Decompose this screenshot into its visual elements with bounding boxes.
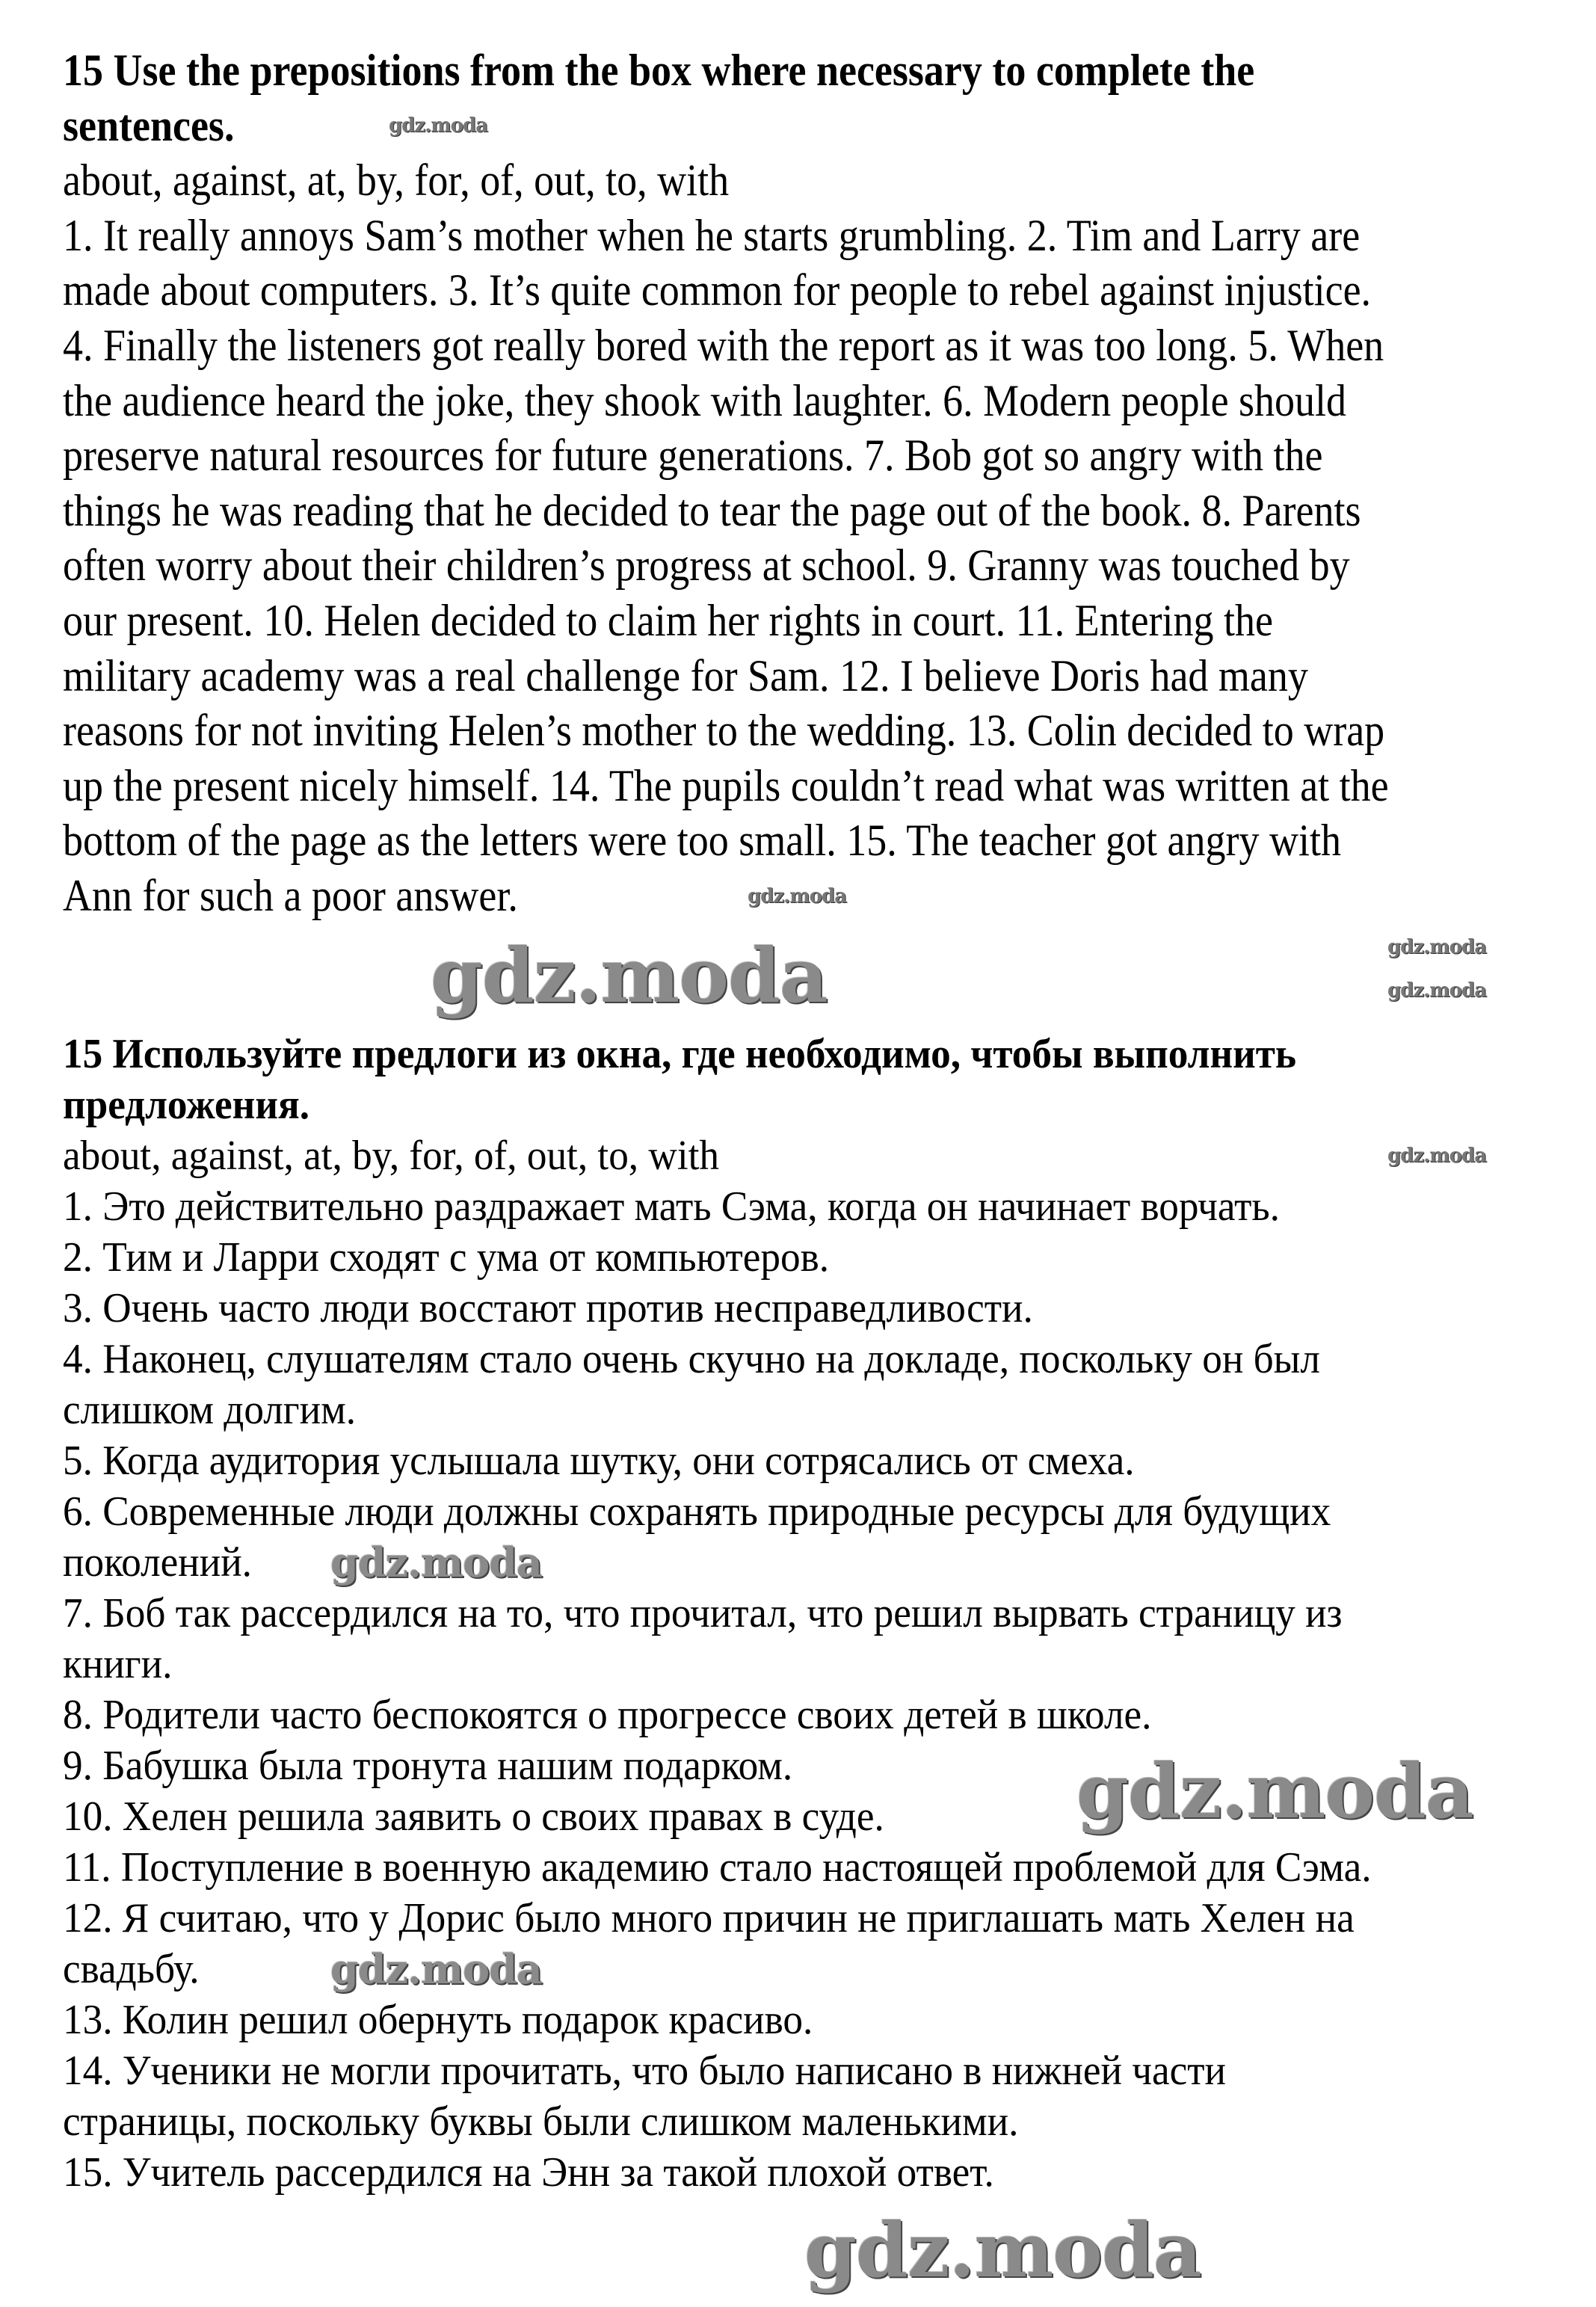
exercise-title: 15 Use the prepositions from the box where necessary to complete the bbox=[63, 46, 1255, 95]
exercise-title: sentences. bbox=[63, 100, 235, 150]
watermark: gdz.moda bbox=[389, 114, 488, 137]
text-line: страницы, поскольку буквы были слишком маленькими. bbox=[63, 2098, 1019, 2145]
preposition-box: about, against, at, by, for, of, out, to, with bbox=[63, 155, 730, 206]
russian-translation bbox=[63, 1029, 1441, 2198]
watermark: gdz.moda bbox=[804, 2206, 1201, 2294]
text-line: 4. Finally the listeners got really bored with the report as it was too long. 5. When bbox=[63, 320, 1384, 370]
text-line: 11. Поступление в военную академию стало настоящей проблемой для Сэма. bbox=[63, 1844, 1372, 1891]
text-line: 14. Ученики не могли прочитать, что было написано в нижней части bbox=[63, 2048, 1226, 2094]
preposition-box: about, against, at, by, for, of, out, to, with bbox=[63, 1133, 719, 1179]
text-line: the audience heard the joke, they shook with laughter. 6. Modern people should bbox=[63, 375, 1347, 425]
text-line: 13. Колин решил обернуть подарок красиво. bbox=[63, 1997, 813, 2043]
text-line: слишком долгим. bbox=[63, 1387, 357, 1433]
watermark: gdz.moda bbox=[330, 1538, 542, 1586]
watermark: gdz.moda bbox=[1387, 979, 1487, 1002]
text-line: 10. Хелен решила заявить о своих правах в суде. bbox=[63, 1793, 884, 1840]
text-line: 7. Боб так рассердился на то, что прочитал, что решил вырвать страницу из bbox=[63, 1590, 1343, 1636]
text-line: 15. Учитель рассердился на Энн за такой плохой ответ. bbox=[63, 2149, 994, 2196]
text-line: 2. Тим и Ларри сходят с ума от компьютеров. bbox=[63, 1234, 830, 1281]
text-line: reasons for not inviting Helen’s mother to the wedding. 13. Colin decided to wrap bbox=[63, 706, 1385, 756]
text-line: often worry about their children’s progress at school. 9. Granny was touched by bbox=[63, 540, 1350, 591]
text-line: книги. bbox=[63, 1641, 173, 1687]
watermark: gdz.moda bbox=[1387, 936, 1487, 958]
text-line: Ann for such a poor answer. bbox=[63, 870, 518, 920]
text-line: things he was reading that he decided to tear the page out of the book. 8. Parents bbox=[63, 485, 1361, 535]
watermark: gdz.moda bbox=[330, 1945, 542, 1993]
text-line: 6. Современные люди должны сохранять природные ресурсы для будущих bbox=[63, 1488, 1331, 1535]
watermark: gdz.moda bbox=[431, 931, 828, 1020]
text-line: 5. Когда аудитория услышала шутку, они сотрясались от смеха. bbox=[63, 1438, 1135, 1484]
exercise-title: предложения. bbox=[63, 1082, 310, 1128]
text-line: up the present nicely himself. 14. The pupils couldn’t read what was written at the bbox=[63, 760, 1389, 810]
text-line: 3. Очень часто люди восстают против несправедливости. bbox=[63, 1285, 1033, 1331]
text-line: 9. Бабушка была тронута нашим подарком. bbox=[63, 1743, 793, 1789]
watermark: gdz.moda bbox=[1076, 1747, 1473, 1835]
english-exercise bbox=[63, 43, 1536, 924]
text-line: our present. 10. Helen decided to claim her rights in court. 11. Entering the bbox=[63, 595, 1274, 645]
text-line: 8. Родители часто беспокоятся о прогрессе своих детей в школе. bbox=[63, 1692, 1152, 1738]
exercise-title: 15 Используйте предлоги из окна, где необходимо, чтобы выполнить bbox=[63, 1031, 1297, 1077]
text-line: поколений. bbox=[63, 1539, 252, 1586]
text-line: 4. Наконец, слушателям стало очень скучно на докладе, поскольку он был bbox=[63, 1336, 1320, 1382]
text-line: military academy was a real challenge for Sam. 12. I believe Doris had many bbox=[63, 650, 1308, 700]
watermark: gdz.moda bbox=[748, 885, 847, 908]
text-line: bottom of the page as the letters were too small. 15. The teacher got angry with bbox=[63, 816, 1341, 866]
text-line: 1. It really annoys Sam’s mother when he starts grumbling. 2. Tim and Larry are bbox=[63, 210, 1361, 260]
text-line: preserve natural resources for future generations. 7. Bob got so angry with the bbox=[63, 431, 1323, 481]
text-line: 1. Это действительно раздражает мать Сэма, когда он начинает ворчать. bbox=[63, 1183, 1280, 1230]
text-line: 12. Я считаю, что у Дорис было много причин не приглашать мать Хелен на bbox=[63, 1895, 1355, 1941]
text-line: свадьбу. bbox=[63, 1946, 200, 1992]
text-line: made about computers. 3. It’s quite common for people to rebel against injustice. bbox=[63, 265, 1372, 315]
watermark: gdz.moda bbox=[1387, 1145, 1487, 1167]
